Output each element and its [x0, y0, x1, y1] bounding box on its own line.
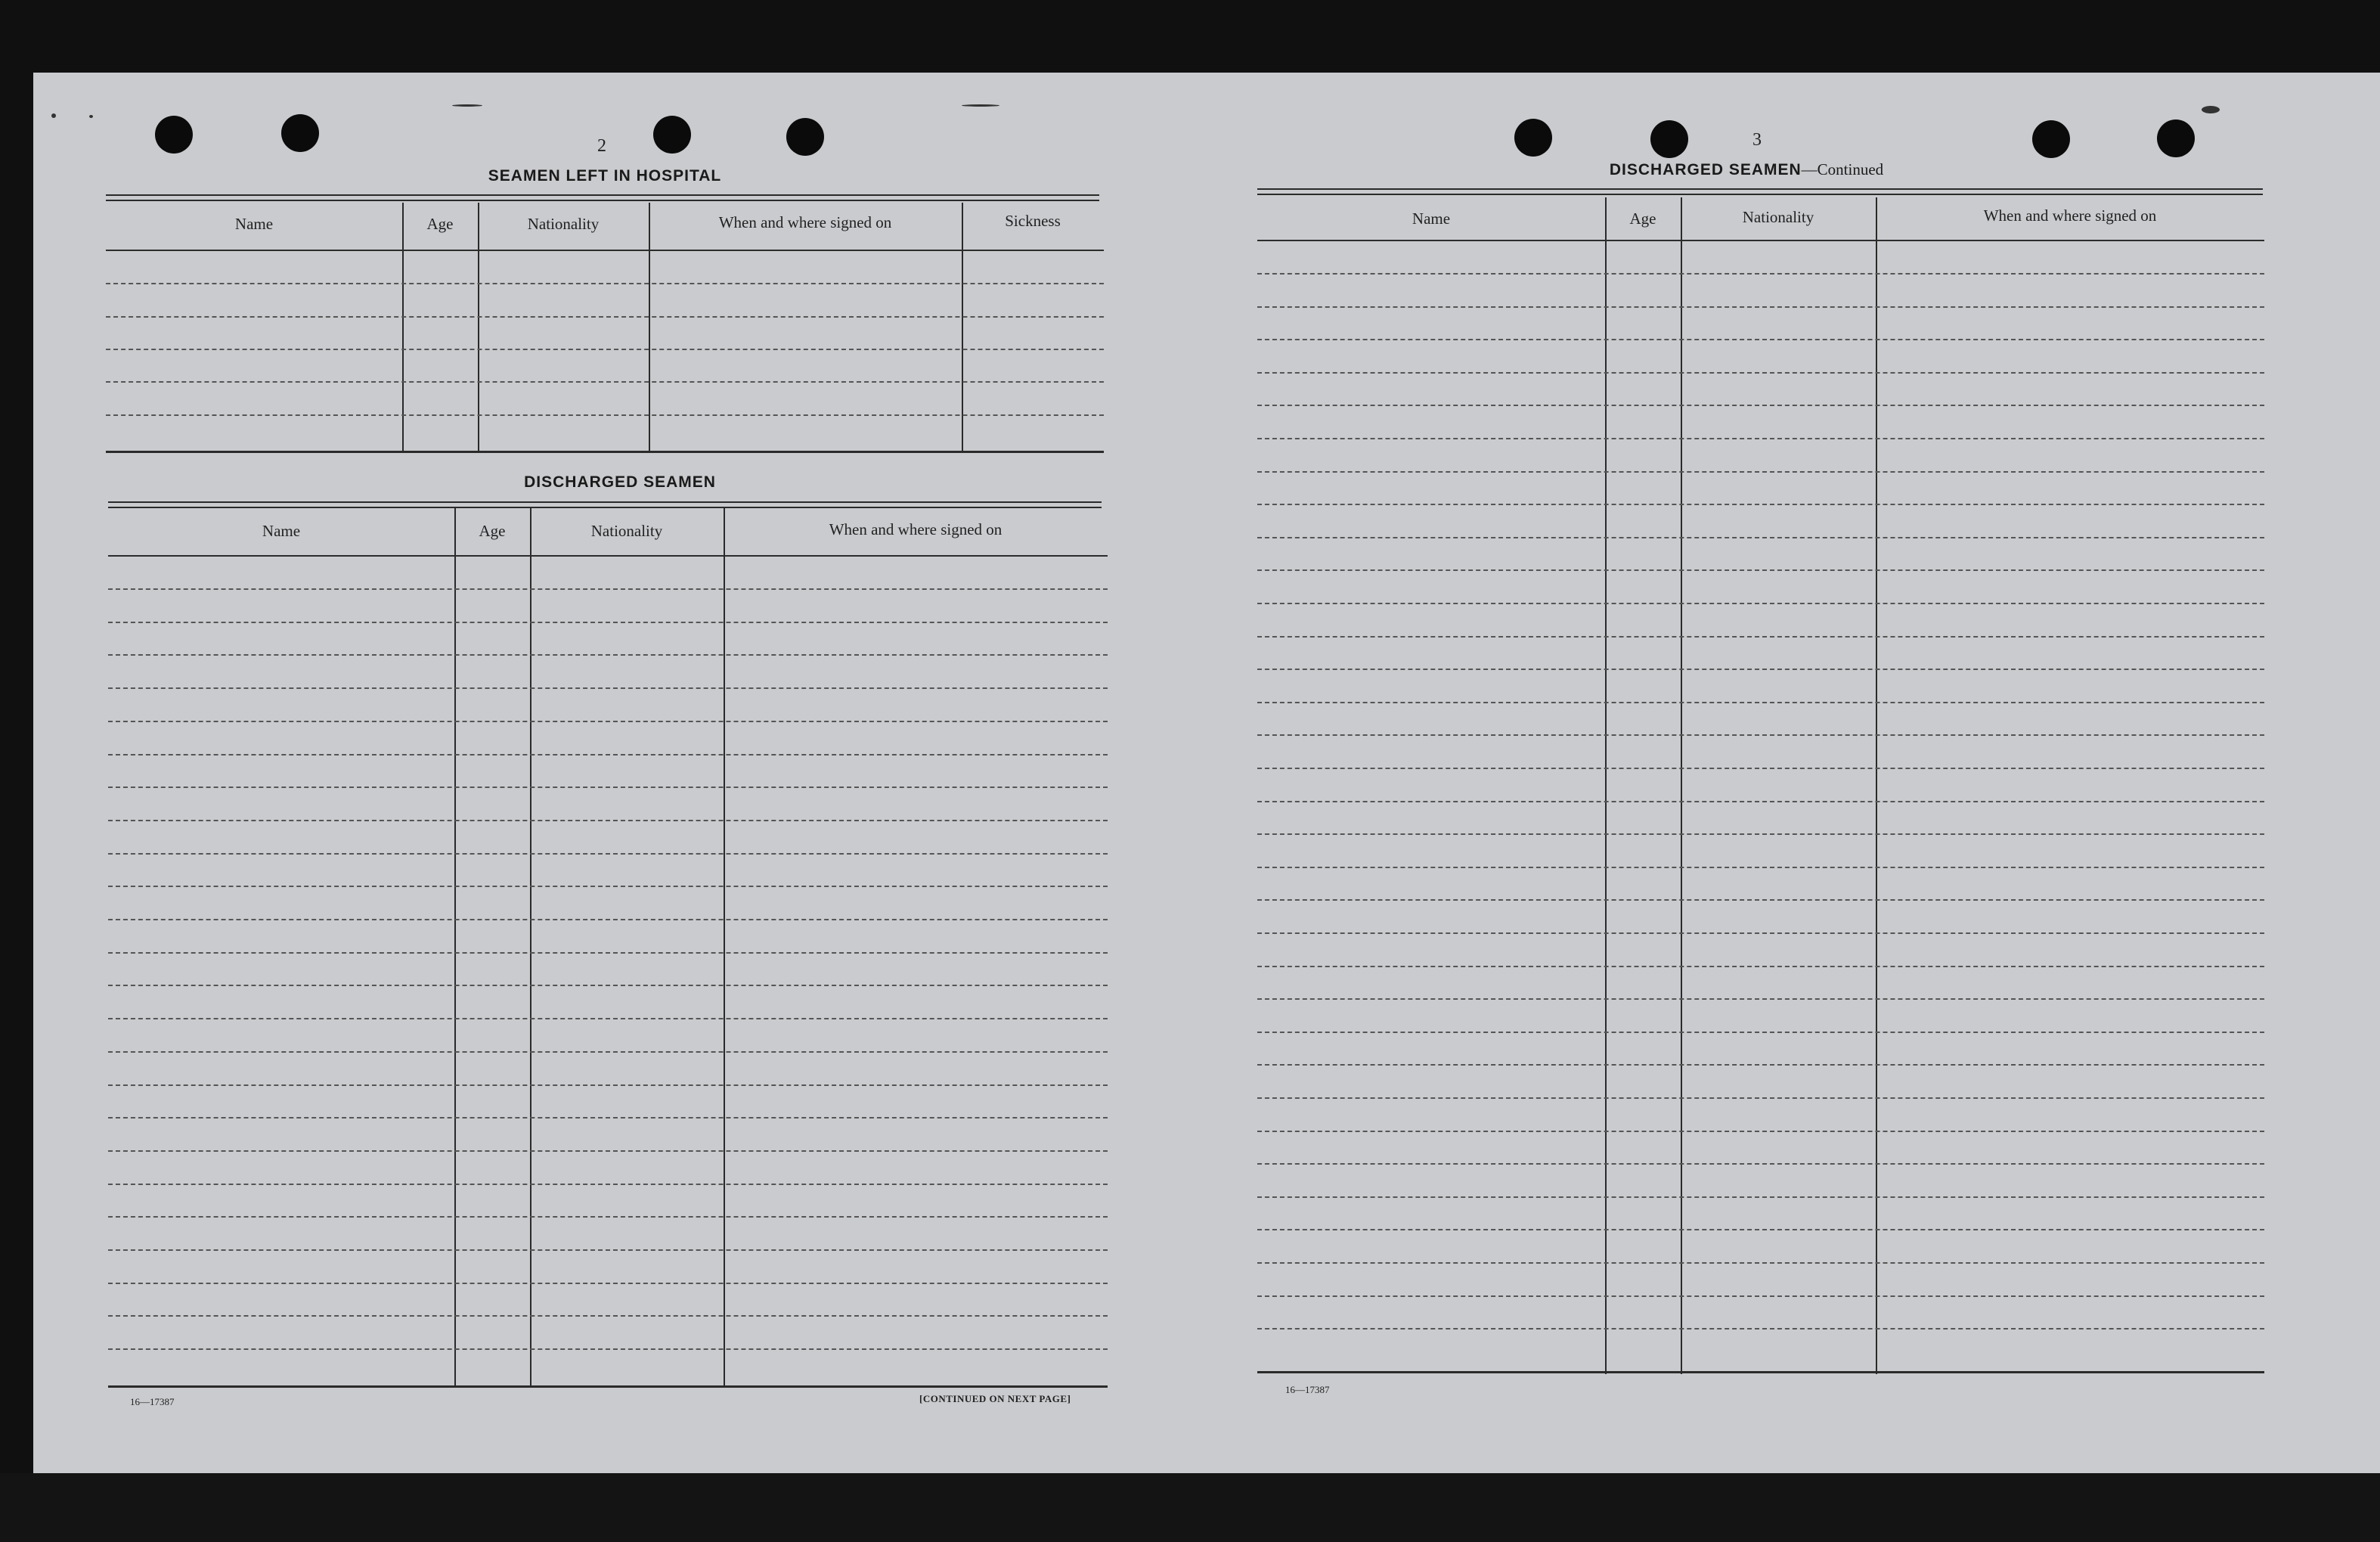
blank-row-line [108, 622, 1108, 623]
blank-row-line [108, 820, 1108, 821]
scan-speck [89, 115, 93, 118]
blank-row-line [108, 687, 1108, 689]
column-header: Sickness [1005, 212, 1061, 230]
discharged-continued-title [1512, 160, 1981, 179]
blank-row-line [1257, 734, 2264, 736]
blank-row-line [1257, 833, 2264, 835]
title-main: DISCHARGED SEAMEN [1609, 161, 1802, 178]
blank-row-line [108, 952, 1108, 954]
blank-row-line [1257, 603, 2264, 604]
column-header: Name [1412, 209, 1451, 228]
blank-row-line [1257, 405, 2264, 406]
blank-row-line [1257, 932, 2264, 934]
blank-row-line [1257, 471, 2264, 473]
blank-row-line [1257, 273, 2264, 275]
blank-row-line [108, 919, 1108, 920]
column-header: Age [479, 522, 506, 540]
blank-row-line [1257, 438, 2264, 439]
blank-row-line [1257, 1131, 2264, 1132]
blank-row-line [108, 1150, 1108, 1152]
blank-row-line [108, 754, 1108, 755]
blank-row-line [108, 654, 1108, 656]
blank-row-line [1257, 1262, 2264, 1264]
column-header: Name [234, 215, 274, 233]
blank-row-line [108, 1249, 1108, 1251]
divider [1257, 188, 2263, 195]
blank-row-line [108, 588, 1108, 590]
scan-speck [962, 104, 999, 107]
divider [106, 194, 1099, 201]
scan-speck [2202, 106, 2220, 113]
blank-row-line [108, 1315, 1108, 1317]
blank-row-line [108, 1051, 1108, 1053]
blank-row-line [1257, 339, 2264, 340]
blank-row-line [1257, 669, 2264, 670]
blank-row-line [108, 886, 1108, 887]
punch-hole-icon [1514, 119, 1552, 157]
scan-speck [452, 104, 482, 107]
column-header: When and where signed on [829, 520, 1003, 538]
column-header: Nationality [1742, 208, 1814, 226]
title-suffix: —Continued [1801, 160, 1884, 178]
punch-hole-icon [653, 116, 691, 154]
blank-row-line [1257, 899, 2264, 901]
discharged-section-title: DISCHARGED SEAMEN [524, 473, 716, 491]
scan-speck [51, 113, 56, 118]
blank-row-line [1257, 537, 2264, 538]
blank-row-line [1257, 1064, 2264, 1066]
blank-row-line [108, 985, 1108, 986]
column-header: Name [262, 522, 301, 540]
punch-hole-icon [155, 116, 193, 154]
page-number-right: 3 [1752, 130, 1762, 150]
blank-row-line [108, 1184, 1108, 1185]
blank-row-line [1257, 1229, 2264, 1230]
blank-row-line [108, 1283, 1108, 1284]
blank-row-line [108, 853, 1108, 855]
punch-hole-icon [786, 118, 824, 156]
punch-hole-icon [281, 114, 319, 152]
punch-hole-icon [1650, 120, 1688, 158]
hospital-table [106, 203, 1104, 452]
divider [108, 501, 1102, 508]
continued-note: [CONTINUED ON NEXT PAGE] [919, 1393, 1071, 1404]
blank-row-line [1257, 636, 2264, 638]
blank-row-line [1257, 966, 2264, 967]
blank-row-line [1257, 569, 2264, 571]
blank-row-line [1257, 1328, 2264, 1329]
blank-row-line [108, 1117, 1108, 1118]
blank-row-line [108, 1216, 1108, 1218]
form-number: 16—17387 [1285, 1384, 1330, 1395]
scan-border [0, 1473, 2380, 1542]
blank-row-line [1257, 867, 2264, 868]
discharged-continued-table [1257, 197, 2264, 1376]
column-header: Nationality [590, 522, 663, 540]
form-number: 16—17387 [130, 1396, 175, 1407]
blank-row-line [1257, 702, 2264, 703]
punch-hole-icon [2157, 119, 2195, 157]
blank-row-line [1257, 1032, 2264, 1033]
column-header: When and where signed on [718, 213, 892, 231]
page-number-left: 2 [597, 136, 606, 156]
blank-row-line [1257, 1196, 2264, 1198]
blank-row-line [1257, 306, 2264, 308]
blank-row-line [108, 721, 1108, 722]
discharged-table [108, 508, 1108, 1389]
blank-row-line [1257, 504, 2264, 505]
column-header: Age [426, 215, 454, 233]
blank-row-line [108, 1084, 1108, 1086]
blank-row-line [1257, 1097, 2264, 1099]
blank-row-line [1257, 801, 2264, 802]
column-header: Nationality [527, 215, 600, 233]
blank-row-line [108, 787, 1108, 788]
hospital-section-title: SEAMEN LEFT IN HOSPITAL [488, 167, 722, 185]
column-header: Age [1629, 209, 1656, 228]
column-header: When and where signed on [1983, 206, 2157, 225]
blank-row-line [1257, 1163, 2264, 1165]
blank-row-line [1257, 768, 2264, 769]
punch-hole-icon [2032, 120, 2070, 158]
blank-row-line [1257, 1295, 2264, 1297]
blank-row-line [108, 1018, 1108, 1019]
blank-row-line [1257, 372, 2264, 374]
blank-row-line [1257, 998, 2264, 1000]
blank-row-line [108, 1348, 1108, 1350]
